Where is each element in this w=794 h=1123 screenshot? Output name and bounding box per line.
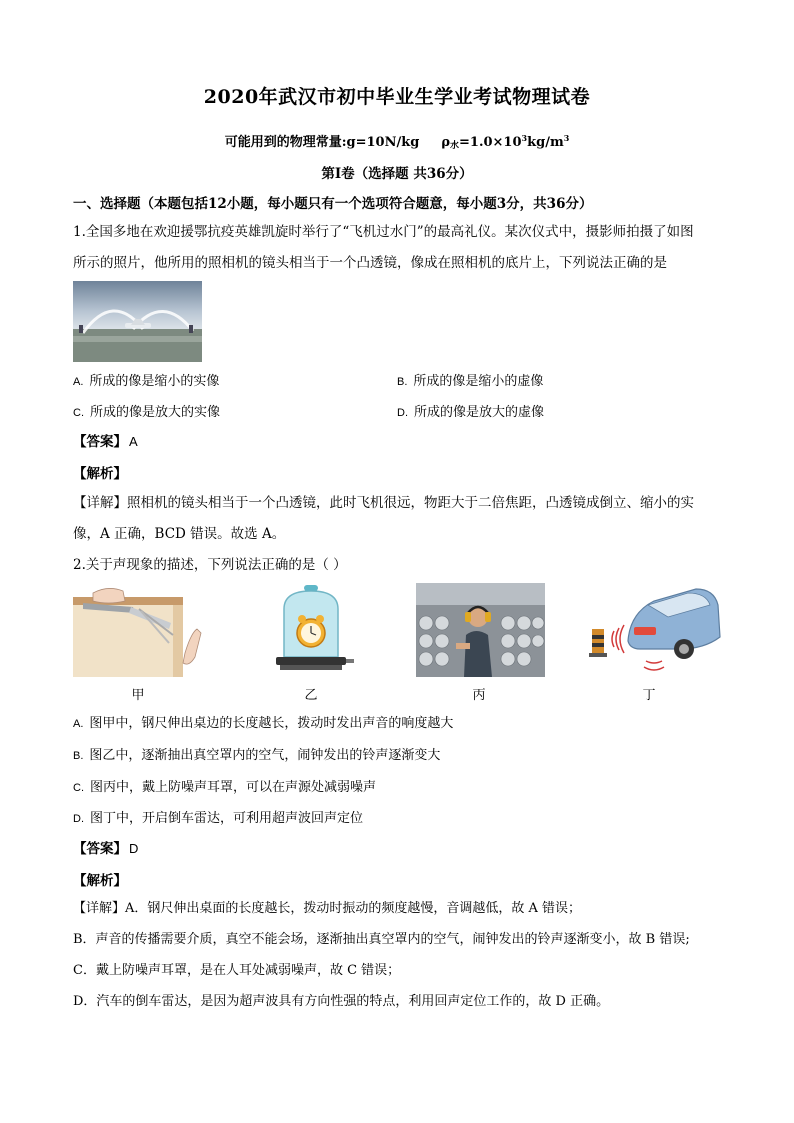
rho-unit-exponent: 3 bbox=[563, 133, 570, 143]
q2-option-a: A. 图甲中，钢尺伸出桌边的长度越长，拨动时发出声音的响度越大 bbox=[73, 716, 454, 731]
q1-stem bbox=[73, 217, 723, 279]
q2-caption-ding: 丁 bbox=[642, 688, 656, 703]
q1-detail: 【详解】照相机的镜头相当于一个凸透镜，此时飞机很远，物距大于二倍焦距，凸透镜成倒立、缩小的实 像，A 正确，BCD 错误。故选 A。 bbox=[73, 495, 694, 542]
q1-option-a: A. 所成的像是缩小的实像 bbox=[73, 374, 220, 389]
q1-option-d: D. 所成的像是放大的虚像 bbox=[397, 405, 545, 420]
q2-option-b: B. 图乙中，逐渐抽出真空罩内的空气，闹钟发出的铃声逐渐变大 bbox=[73, 748, 441, 763]
rho-unit: kg/m bbox=[527, 135, 564, 150]
q2-detail-line: B．声音的传播需要介质，真空不能会场，逐渐抽出真空罩内的空气，闹钟发出的铃声逐渐变小，故 B 错误; bbox=[73, 932, 690, 947]
volume-heading: 第I卷（选择题 共36分） bbox=[321, 166, 473, 182]
q1-stem-line2: 所示的照片，他所用的照相机的镜头相当于一个凸透镜，像成在照相机的底片上，下列说法正确的是 bbox=[73, 255, 667, 271]
q2-detail-line: 【详解】A．钢尺伸出桌面的长度越长，拨动时振动的频度越慢，音调越低，故 A 错误； bbox=[73, 901, 582, 916]
q2-analysis-tag: 【解析】 bbox=[73, 873, 127, 889]
q2-figure-bell-jar bbox=[266, 583, 356, 677]
rho-subscript: 水 bbox=[450, 141, 460, 151]
q1-stem-line1: 1.全国多地在欢迎援鄂抗疫英雄凯旋时举行了“飞机过水门”的最高礼仪。某次仪式中，摄影师拍摄了如图 bbox=[73, 224, 694, 240]
q1-answer: 【答案】 A bbox=[73, 434, 138, 450]
q2-figure-ruler bbox=[73, 583, 203, 677]
q1-option-c: C. 所成的像是放大的实像 bbox=[73, 405, 221, 420]
q2-option-d: D. 图丁中，开启倒车雷达，可利用超声波回声定位 bbox=[73, 811, 364, 826]
q2-caption-yi: 乙 bbox=[304, 688, 318, 703]
constants-prefix: 可能用到的物理常量: bbox=[224, 135, 347, 150]
q1-airplane-water-gate-photo bbox=[73, 281, 202, 362]
q2-caption-bing: 丙 bbox=[472, 688, 486, 703]
rho-exponent: 3 bbox=[521, 133, 528, 143]
q1-analysis-tag: 【解析】 bbox=[73, 466, 127, 482]
rho-value: =1.0×10 bbox=[459, 135, 522, 150]
physical-constants bbox=[0, 131, 794, 151]
q2-figure-car-radar bbox=[584, 583, 721, 677]
q2-detail bbox=[73, 893, 728, 1017]
rho-symbol: ρ bbox=[441, 135, 450, 150]
q2-detail-line: D．汽车的倒车雷达，是因为超声波具有方向性强的特点，利用回声定位工作的，故 D 正确。 bbox=[73, 994, 610, 1009]
q2-answer: 【答案】 D bbox=[73, 841, 139, 857]
q2-figure-factory-worker bbox=[416, 583, 545, 677]
q2-detail-line: C．戴上防噪声耳罩，是在人耳处减弱噪声，故 C 错误； bbox=[73, 963, 401, 978]
section-heading: 一、选择题（本题包括12小题，每小题只有一个选项符合题意，每小题3分，共36分） bbox=[73, 196, 593, 212]
q2-caption-jia: 甲 bbox=[131, 688, 145, 703]
q1-option-b: B. 所成的像是缩小的虚像 bbox=[397, 374, 544, 389]
gravity-constant: g=10N/kg bbox=[346, 135, 420, 150]
q2-option-c: C. 图丙中，戴上防噪声耳罩，可以在声源处减弱噪声 bbox=[73, 780, 377, 795]
page-title: 2020年武汉市初中毕业生学业考试物理试卷 bbox=[203, 86, 591, 108]
q2-stem: 2.关于声现象的描述，下列说法正确的是（ ） bbox=[73, 557, 347, 573]
